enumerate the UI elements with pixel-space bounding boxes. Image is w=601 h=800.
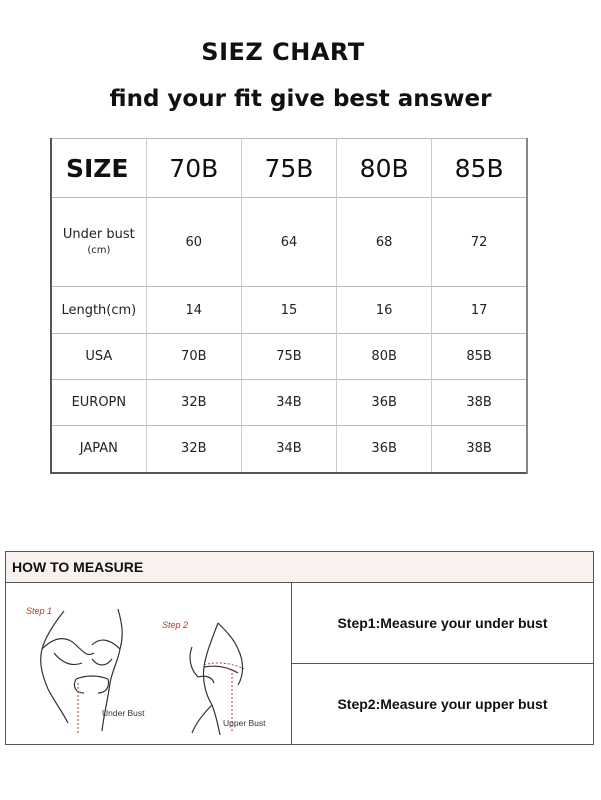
table-row	[51, 333, 527, 379]
table-cell: 38B	[432, 425, 527, 473]
row-label-usa: USA	[51, 333, 146, 379]
step1-instruction: Step1:Measure your under bust	[292, 583, 593, 664]
header-75b: 75B	[241, 139, 336, 198]
row-label-length: Length(cm)	[51, 287, 146, 333]
table-row	[51, 425, 527, 473]
measure-illustration	[6, 583, 291, 744]
row-label-text: Under bust	[62, 227, 135, 243]
table-cell: 32B	[146, 425, 241, 473]
table-cell: 75B	[241, 333, 336, 379]
size-table	[50, 138, 528, 474]
measure-steps	[292, 583, 593, 744]
table-cell: 36B	[337, 379, 432, 425]
figure2-caption: Upper Bust	[223, 718, 266, 728]
how-to-measure-panel	[5, 551, 594, 745]
chart-title: SIEZ CHART	[201, 38, 365, 66]
header-70b: 70B	[146, 139, 241, 198]
table-cell: 36B	[337, 425, 432, 473]
table-cell: 72	[432, 198, 527, 287]
how-to-measure-heading: HOW TO MEASURE	[6, 552, 593, 583]
table-cell: 60	[146, 198, 241, 287]
table-cell: 32B	[146, 379, 241, 425]
row-label-under-bust	[51, 198, 146, 287]
figure1-caption: Under Bust	[102, 708, 145, 718]
header-size: SIZE	[51, 139, 146, 198]
table-cell: 15	[241, 287, 336, 333]
how-to-measure-body	[6, 583, 593, 744]
row-label-unit: (cm)	[87, 245, 111, 257]
table-header-row	[51, 139, 527, 198]
measure-figures	[6, 583, 292, 744]
table-cell: 14	[146, 287, 241, 333]
step2-instruction: Step2:Measure your upper bust	[337, 696, 548, 712]
table-cell: 70B	[146, 333, 241, 379]
figure1-step-label: Step 1	[26, 606, 53, 616]
row-label-japan: JAPAN	[51, 425, 146, 473]
table-cell: 85B	[432, 333, 527, 379]
table-row	[51, 379, 527, 425]
table-cell: 34B	[241, 379, 336, 425]
table-cell: 34B	[241, 425, 336, 473]
table-cell: 64	[241, 198, 336, 287]
figure2-step-label: Step 2	[162, 620, 189, 630]
table-cell: 17	[432, 287, 527, 333]
table-cell: 38B	[432, 379, 527, 425]
row-label-europn: EUROPN	[51, 379, 146, 425]
table-row	[51, 287, 527, 333]
table-cell: 80B	[337, 333, 432, 379]
header-80b: 80B	[337, 139, 432, 198]
chart-subtitle: find your fit give best answer	[109, 86, 492, 112]
table-row	[51, 198, 527, 287]
header-85b: 85B	[432, 139, 527, 198]
table-cell: 16	[337, 287, 432, 333]
table-cell: 68	[337, 198, 432, 287]
